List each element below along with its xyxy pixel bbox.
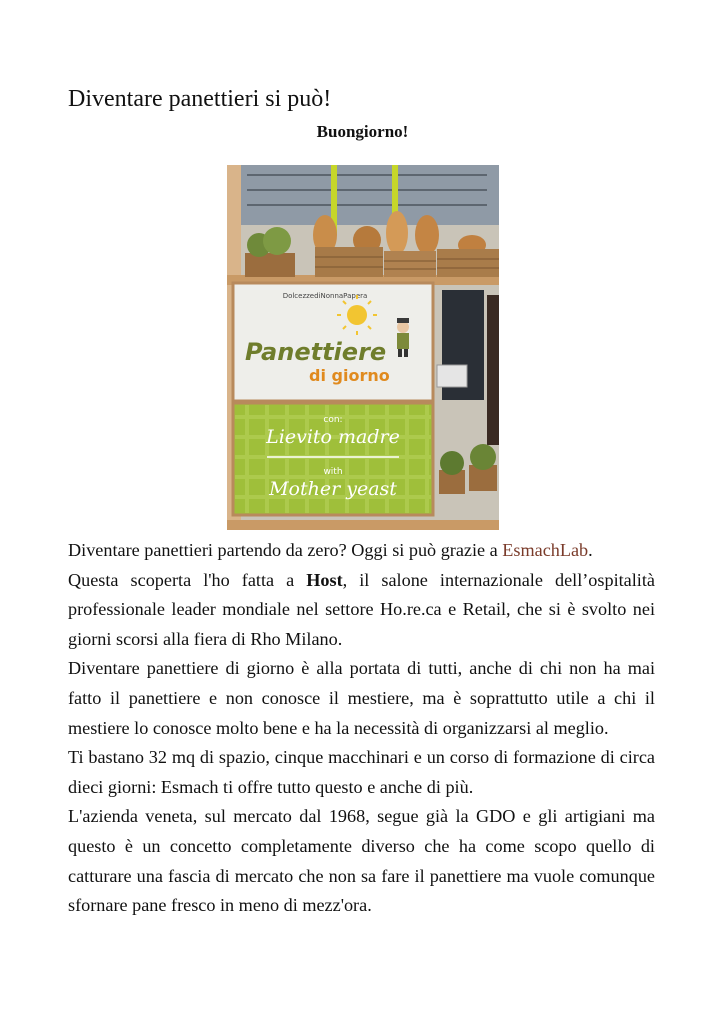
esmachlab-link[interactable]: EsmachLab [502,540,589,560]
paragraph-panettiere: Diventare panettiere di giorno è alla portata di tutti, anche di chi non ha mai fatto il panettiere e non conosce il mestiere, ma è soprattutto utile a chi il mestiere lo conosce molto bene e ha la necessità di organizzarsi al meglio. [68,658,655,738]
watermark-text: DolcezzediNonnaPapera [282,292,368,300]
article-title: Diventare panettieri si può! [68,86,332,112]
bakery-stand-photo [227,165,499,530]
greeting: Buongiorno! [316,122,409,141]
paragraph-intro: Diventare panettieri partendo da zero? Oggi si può grazie a EsmachLab. [68,540,593,560]
board-line2-text: Mother yeast [269,478,397,500]
board-with-text: with [323,467,343,477]
sign-title: Panettiere [245,338,387,366]
board-line1-text: Lievito madre [266,426,400,448]
paragraph-requirements: Ti bastano 32 mq di spazio, cinque macchinari e un corso di formazione di circa dieci giorni: Esmach ti offre tutto questo e anche di più. [68,747,655,797]
sign-subtitle: di giorno [309,366,390,385]
board-con-text: con: [323,415,343,425]
article-body [68,536,655,921]
paragraph-host: Questa scoperta l'ho fatta a Host, il salone internazionale dell’ospitalità professionale leader mondiale nel settore Ho.re.ca e Retail, che si è svolto nei giorni scorsi alla fiera di Rho Milano. [68,569,655,649]
host-bold-text: Host [306,569,343,590]
paragraph-company: L'azienda veneta, sul mercato dal 1968, segue già la GDO e gli artigiani ma questo è un concetto completamente diverso che ha come scopo quello di catturare una fascia di mercato che non sa fare il panettiere ma vuole comunque sfornare pane fresco in meno di mezz'ora. [68,806,655,916]
